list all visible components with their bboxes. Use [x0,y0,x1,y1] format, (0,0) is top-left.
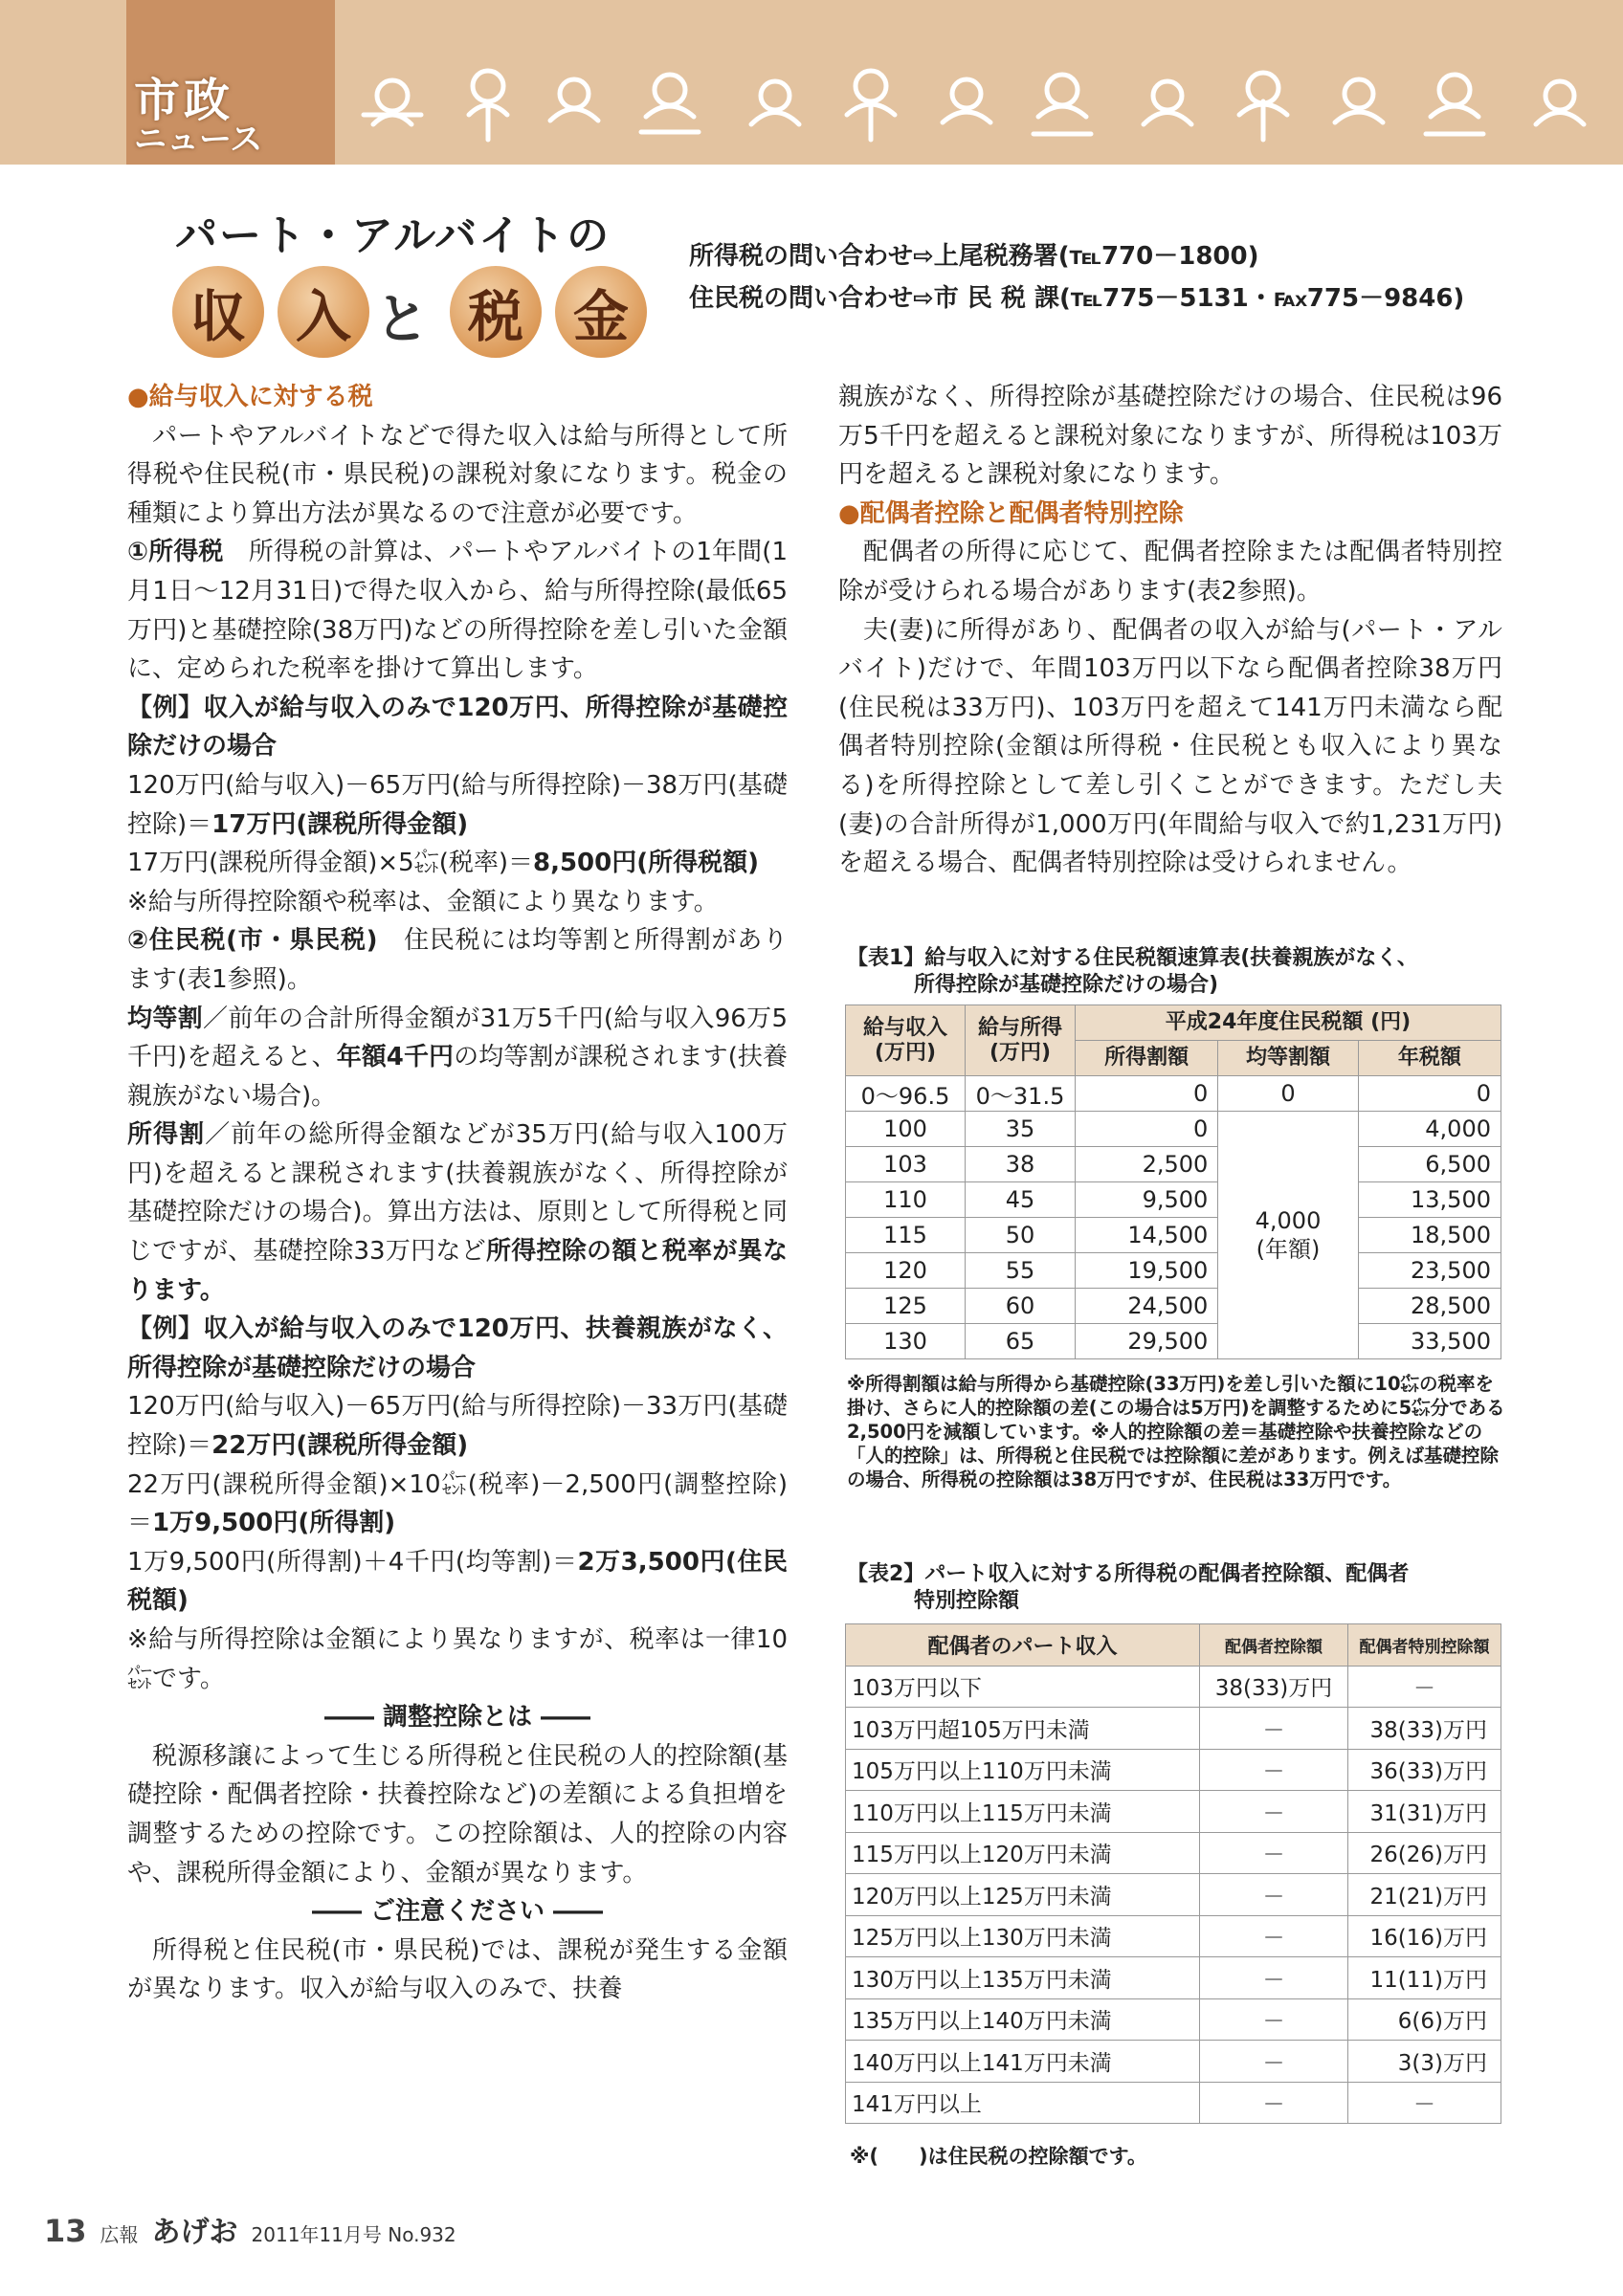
publication-logo: あげお [151,2216,238,2249]
table-row: 110 45 9,500 13,500 [846,1182,1501,1218]
title-char-circle: 収 [172,266,264,358]
col-header: 均等割額 [1218,1041,1358,1076]
resident-tax-table [845,1004,1501,1359]
contact-income-tax: 所得税の問い合わせ⇨上尾税務署(℡770－1800) [689,242,1259,271]
table2-note: ※( )は住民税の控除額です。 [850,2145,1147,2168]
table-row: 120 55 19,500 23,500 [846,1253,1501,1289]
title-char-circle: 税 [450,266,542,358]
spouse-deduction-table [845,1623,1501,2124]
calculation: 120万円(給与収入)－65万円(給与所得控除)－38万円(基礎控除)＝17万円(課税所得金額) [127,770,788,839]
section-tab [126,0,335,165]
table-row: 115万円以上120万円未満 － 26(26)万円 [846,1832,1501,1874]
title-char-circle: 入 [278,266,369,358]
calculation: 120万円(給与収入)－65万円(給与所得控除)－33万円(基礎控除)＝22万円(課税所得金額) [127,1392,788,1461]
paragraph: 所得税と住民税(市・県民税)では、課税が発生する金額が異なります。収入が給与収入のみで、扶養 [127,1935,788,2004]
table-row: 140万円以上141万円未満 － 3(3)万円 [846,2041,1501,2083]
title-connector: と [375,289,429,351]
section-heading: ●配偶者控除と配偶者特別控除 [838,498,1184,528]
contact-resident-tax: 住民税の問い合わせ⇨市 民 税 課(℡775－5131・℻775－9846) [689,284,1465,313]
col-header: 所得割額 [1076,1041,1218,1076]
right-column [838,378,1502,883]
paragraph: ①所得税 所得税の計算は、パートやアルバイトの1年間(1月1日～12月31日)で得た収入から、給与所得控除(最低65万円)と基礎控除(38万円)などの所得控除を差し引いた金額に、定められた税率を掛けて算出します。 [127,538,788,684]
table-row: 125 60 24,500 28,500 [846,1289,1501,1324]
page-number: 13 [44,2213,87,2249]
note: ※給与所得控除額や税率は、金額により異なります。 [127,887,719,916]
paragraph: 親族がなく、所得控除が基礎控除だけの場合、住民税は96万5千円を超えると課税対象になりますが、所得税は103万円を超えると課税対象になります。 [838,383,1502,490]
col-header: 配偶者のパート収入 [846,1624,1200,1667]
contact-info [689,235,1464,320]
col-header: 配偶者特別控除額 [1348,1624,1501,1667]
calculation: 1万9,500円(所得割)＋4千円(均等割)＝2万3,500円(住民税額) [127,1547,788,1616]
table1-caption: 【表1】給与収入に対する住民税額速算表(扶養親族がなく、 所得控除が基礎控除だけの場合) [847,946,1418,997]
paragraph: 配偶者の所得に応じて、配偶者控除または配偶者特別控除が受けられる場合があります(表2参照)。 [838,538,1502,606]
title-char-circle: 金 [555,266,647,358]
table-row: 130 65 29,500 33,500 [846,1324,1501,1359]
page-footer [44,2208,456,2250]
section-heading: ●給与収入に対する税 [127,383,373,411]
note: ※給与所得控除は金額により異なりますが、税率は一律10㌫です。 [127,1625,788,1693]
table2-caption: 【表2】パート収入に対する所得税の配偶者控除額、配偶者 特別控除額 [847,1562,1410,1613]
section-label-line1: 市政 [134,74,234,127]
table-row: 120万円以上125万円未満 － 21(21)万円 [846,1874,1501,1916]
col-header: 年税額 [1358,1041,1501,1076]
article-title: パート・アルバイトの [175,211,611,260]
col-header: 配偶者控除額 [1200,1624,1348,1667]
table1-note: ※所得割額は給与所得から基礎控除(33万円)を差し引いた額に10㌫の税率を掛け、さらに人的控除額の差(この場合は5万円)を調整するために5㌫分である2,500円を減額しています。※人的控除額の差＝基礎控除や扶養控除などの「人的控除」は、所得税と住民税では控除額に差があります。例えば基礎控除の場合、所得税の控除額は38万円ですが、住民税は33万円です。 [847,1373,1505,1490]
table-row: 103万円以下 38(33)万円 － [846,1666,1501,1708]
paragraph: 税源移譲によって生じる所得税と住民税の人的控除額(基礎控除・配偶者控除・扶養控除など)の差額による負担増を調整するための控除です。この控除額は、人的控除の内容や、課税所得金額により、金額が異なります。 [127,1741,788,1888]
table-row: 141万円以上 － － [846,2082,1501,2124]
calculation: 22万円(課税所得金額)×10㌫(税率)－2,500円(調整控除)＝1万9,500円(所得割) [127,1469,788,1538]
col-header-group: 平成24年度住民税額 (円) [1076,1005,1501,1041]
paragraph: ②住民税(市・県民税) 住民税には均等割と所得割があります(表1参照)。 [127,926,788,994]
people-illustration [354,57,1617,153]
footer-label: 広報 [100,2223,139,2246]
paragraph: 夫(妻)に所得があり、配偶者の収入が給与(パート・アルバイト)だけで、年間103万円以下なら配偶者控除38万円(住民税は33万円)、103万円を超えて141万円未満なら配偶者特別控除(金額は所得税・住民税とも収入により異なる)を所得控除として差し引くことができます。ただし夫(妻)の合計所得が1,000万円(年間給与収入で約1,231万円)を超える場合、配偶者特別控除は受けられません。 [838,615,1502,878]
col-header: 給与収入(万円) [846,1005,966,1076]
left-column [127,378,788,2009]
table-row: 103万円超105万円未満 － 38(33)万円 [846,1708,1501,1750]
table-row: 135万円以上140万円未満 － 6(6)万円 [846,1998,1501,2041]
subheading: ―― 調整控除とは ―― [323,1703,591,1733]
paragraph: パートやアルバイトなどで得た収入は給与所得として所得税や住民税(市・県民税)の課税対象になります。税金の種類により算出方法が異なるので注意が必要です。 [127,421,788,528]
table-row: 0～96.5 0～31.5 0 0 0 [846,1076,1501,1112]
table-row: 125万円以上130万円未満 － 16(16)万円 [846,1915,1501,1957]
table-row: 103 38 2,500 6,500 [846,1147,1501,1182]
col-header: 給与所得(万円) [966,1005,1076,1076]
section-label-line2: ニュース [134,121,263,159]
example-heading: 【例】収入が給与収入のみで120万円、所得控除が基礎控除だけの場合 [127,693,788,762]
issue-info: 2011年11月号 No.932 [251,2223,456,2246]
table-row: 100 35 0 4,000 (年額) 4,000 [846,1112,1501,1147]
table-row: 105万円以上110万円未満 － 36(33)万円 [846,1749,1501,1791]
calculation: 17万円(課税所得金額)×5㌫(税率)＝8,500円(所得税額) [127,849,760,878]
table-row: 110万円以上115万円未満 － 31(31)万円 [846,1791,1501,1833]
paragraph: 所得割／前年の総所得金額などが35万円(給与収入100万円)を超えると課税されます(扶養親族がなく、所得控除が基礎控除だけの場合)。算出方法は、原則として所得税と同じですが、基礎控除33万円など所得控除の額と税率が異なります。 [127,1120,788,1305]
table-row: 115 50 14,500 18,500 [846,1218,1501,1253]
example-heading: 【例】収入が給与収入のみで120万円、扶養親族がなく、所得控除が基礎控除だけの場合 [127,1314,788,1382]
paragraph: 均等割／前年の合計所得金額が31万5千円(給与収入96万5千円)を超えると、年額4千円の均等割が課税されます(扶養親族がない場合)。 [127,1004,788,1111]
subheading: ―― ご注意ください ―― [311,1897,604,1927]
table-row: 130万円以上135万円未満 － 11(11)万円 [846,1957,1501,1999]
kinto-merged-cell: 4,000 (年額) [1218,1112,1358,1359]
